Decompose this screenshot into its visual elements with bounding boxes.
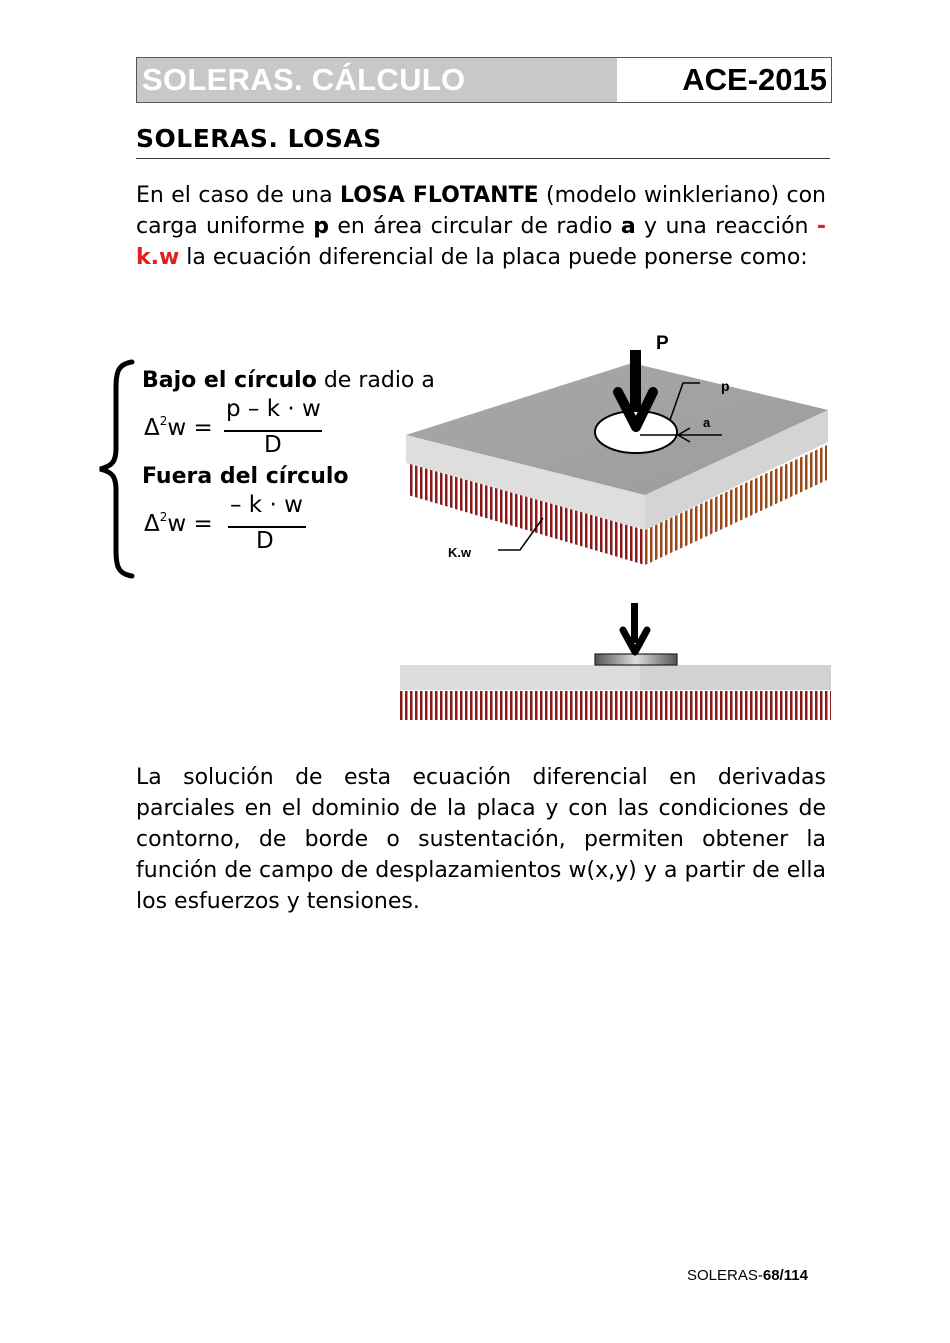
intro-bold-losa: LOSA FLOTANTE — [339, 183, 539, 208]
exponent: 2 — [159, 414, 168, 428]
conclusion-paragraph: La solución de esta ecuación diferencial en derivadas parciales en el dominio de la placa y con las condiciones de contorno, de borde o sustentación, permiten obtener la función de campo de desplazamientos w(x,y) y a partir de ella los esfuerzos y tensiones. — [136, 765, 826, 914]
lhs-variable: w = — [167, 415, 213, 441]
inside-heading-rest: de radio a — [316, 368, 435, 393]
page-footer — [687, 1267, 808, 1284]
slab-3d-figure — [400, 330, 840, 570]
outside-heading-bold: Fuera del círculo — [142, 464, 349, 489]
intro-text: la ecuación diferencial de la placa puede ponerse como: — [179, 245, 808, 270]
denominator: D — [256, 528, 274, 554]
numerator: p – k · w — [226, 396, 321, 422]
header-title: SOLERAS. CÁLCULO — [137, 58, 617, 102]
denominator: D — [264, 432, 282, 458]
intro-bold-p: p — [313, 214, 330, 239]
page-header — [136, 57, 832, 103]
label-P: P — [656, 333, 669, 354]
intro-paragraph — [136, 180, 826, 273]
label-a: a — [703, 415, 711, 430]
intro-text: (modelo winkleriano) con carga uniforme — [136, 183, 826, 239]
section-divider — [136, 158, 830, 159]
section-title: SOLERAS. LOSAS — [136, 124, 382, 153]
intro-red-kw: -k.w — [136, 214, 826, 270]
equation-lhs — [144, 510, 213, 537]
header-code: ACE-2015 — [617, 58, 831, 102]
curly-brace-icon — [96, 358, 136, 580]
numerator: – k · w — [230, 492, 303, 518]
slab-elevation-figure — [395, 595, 835, 725]
page-number: 68/114 — [762, 1267, 808, 1284]
exponent: 2 — [159, 510, 168, 524]
equation-lhs — [144, 414, 213, 441]
footer-prefix: SOLERAS- — [687, 1267, 763, 1284]
lhs-variable: w = — [167, 511, 213, 537]
label-p: p — [721, 378, 730, 394]
delta-symbol: Δ — [144, 511, 160, 537]
intro-text: En el caso de una — [136, 183, 340, 208]
delta-symbol: Δ — [144, 415, 160, 441]
inside-heading-bold: Bajo el círculo — [142, 368, 317, 393]
intro-bold-a: a — [620, 214, 636, 239]
intro-text: en área circular de radio — [329, 214, 621, 239]
intro-text: y una reacción — [635, 214, 817, 239]
label-kw: K.w — [448, 545, 472, 560]
